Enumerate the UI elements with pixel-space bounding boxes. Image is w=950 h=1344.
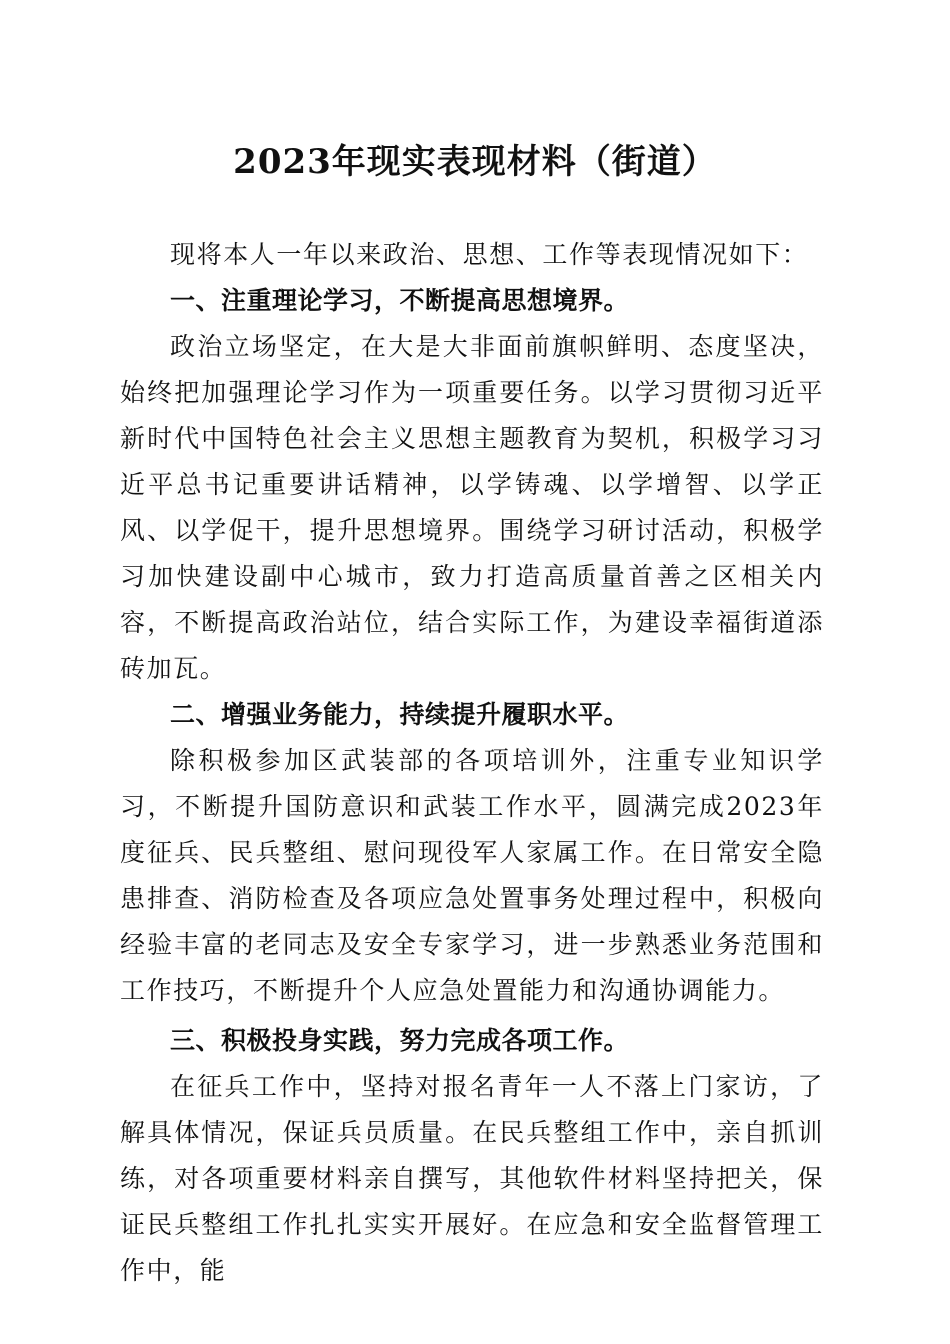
section-1-body: 政治立场坚定，在大是大非面前旗帜鲜明、态度坚决，始终把加强理论学习作为一项重要任务。以学习贯彻习近平新时代中国特色社会主义思想主题教育为契机，积极学习习近平总书记重要讲话精神，以学铸魂、以学增智、以学正风、以学促干，提升思想境界。围绕学习研讨活动，积极学习加快建设副中心城市，致力打造高质量首善之区相关内容，不断提高政治站位，结合实际工作，为建设幸福街道添砖加瓦。 — [120, 332, 824, 683]
section-2-heading: 二、增强业务能力，持续提升履职水平。 — [170, 700, 630, 729]
document-title: 2023年现实表现材料（街道） — [233, 142, 717, 182]
section-2-body: 除积极参加区武装部的各项培训外，注重专业知识学习，不断提升国防意识和武装工作水平，圆满完成2023年度征兵、民兵整组、慰问现役军人家属工作。在日常安全隐患排查、消防检查及各项应急处置事务处理过程中，积极向经验丰富的老同志及安全专家学习，进一步熟悉业务范围和工作技巧，不断提升个人应急处置能力和沟通协调能力。 — [120, 746, 824, 1005]
intro-paragraph: 现将本人一年以来政治、思想、工作等表现情况如下： — [170, 240, 809, 269]
section-3-body: 在征兵工作中，坚持对报名青年一人不落上门家访，了解具体情况，保证兵员质量。在民兵整组工作中，亲自抓训练，对各项重要材料亲自撰写，其他软件材料坚持把关，保证民兵整组工作扎扎实实开展好。在应急和安全监督管理工作中，能 — [120, 1072, 824, 1285]
section-3-heading: 三、积极投身实践，努力完成各项工作。 — [170, 1026, 630, 1055]
section-1-heading: 一、注重理论学习，不断提高思想境界。 — [170, 286, 630, 315]
document-body — [120, 232, 824, 1294]
